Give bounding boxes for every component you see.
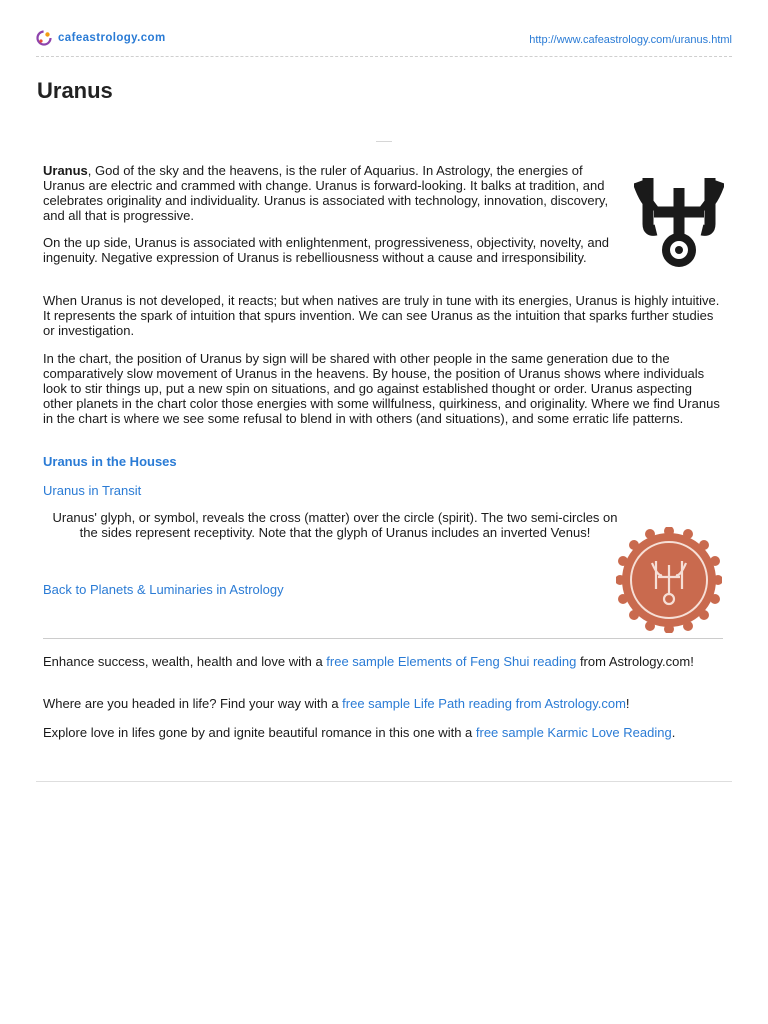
- promo-karmic-love: [43, 725, 723, 740]
- cafeastrology-logo-icon: [36, 30, 52, 46]
- promo-text: Explore love in lifes gone by and ignite beautiful romance in this one with a: [43, 725, 476, 740]
- feng-shui-reading-link[interactable]: free sample Elements of Feng Shui reading: [326, 654, 577, 669]
- intuition-paragraph: When Uranus is not developed, it reacts; but when natives are truly in tune with its energies, Uranus is highly intuitive. It represents the spark of intuition that spurs invention. We can see Uranus as the intuition that sparks further studies or investigation.: [43, 293, 720, 338]
- brand[interactable]: [36, 30, 166, 46]
- promo-life-path: [43, 696, 723, 711]
- chart-paragraph: In the chart, the position of Uranus by sign will be shared with other people in the same generation due to the comparatively slow movement of Uranus in the heavens. By house, the position of Uranus shows where individuals look to stir things up, put a new spin on situations, and go against established thought or order. Uranus aspecting other planets in the chart color those energies with some willfulness, quirkiness, and originality. Where we find Uranus in the chart is where we see some refusal to blend in with others (and situations), and some erratic life patterns.: [43, 351, 720, 426]
- page-header: [36, 30, 732, 52]
- karmic-love-reading-link[interactable]: free sample Karmic Love Reading: [475, 725, 672, 740]
- intro-text: , God of the sky and the heavens, is the ruler of Aquarius. In Astrology, the energies of Uranus are electric and crammed with change. Uranus is forward-looking. It balks at tradition, and celebrates originality and individuality. Uranus is associated with technology, innovation, discovery, and all that is progressive.: [43, 163, 609, 223]
- back-to-planets-link[interactable]: Back to Planets & Luminaries in Astrology: [43, 582, 284, 597]
- uranus-in-houses-link[interactable]: Uranus in the Houses: [43, 454, 177, 469]
- life-path-reading-link[interactable]: free sample Life Path reading from Astrology.com: [342, 696, 626, 711]
- page-title: Uranus: [37, 78, 113, 103]
- promo-text: !: [625, 696, 630, 711]
- promo-text: from Astrology.com!: [576, 654, 694, 669]
- header-divider: [36, 56, 732, 57]
- intro-bold-term: Uranus: [43, 163, 88, 178]
- uranus-glyph-icon: [634, 172, 724, 270]
- footer-divider: [36, 781, 732, 782]
- small-divider: [376, 141, 392, 142]
- promo-text: Where are you headed in life? Find your way with a: [43, 696, 343, 711]
- upside-paragraph: On the up side, Uranus is associated with enlightenment, progressiveness, objectivity, novelty, and ingenuity. Negative expression of Uranus is rebelliousness without a cause and irresponsibility.: [43, 235, 610, 265]
- uranus-seal-icon: [616, 527, 722, 633]
- brand-name: cafeastrology.com: [58, 32, 166, 44]
- section-divider: [43, 638, 723, 639]
- promo-text: .: [671, 725, 676, 740]
- page-url-link[interactable]: http://www.cafeastrology.com/uranus.html: [529, 34, 732, 46]
- glyph-caption: Uranus' glyph, or symbol, reveals the cross (matter) over the circle (spirit). The two semi-circles on the sides represent receptivity. Note that the glyph of Uranus includes an inverted Venus!: [52, 510, 618, 540]
- promo-text: Enhance success, wealth, health and love with a: [43, 654, 327, 669]
- promo-feng-shui: [43, 654, 723, 669]
- intro-paragraph: [43, 163, 613, 223]
- uranus-in-transit-link[interactable]: Uranus in Transit: [43, 483, 142, 498]
